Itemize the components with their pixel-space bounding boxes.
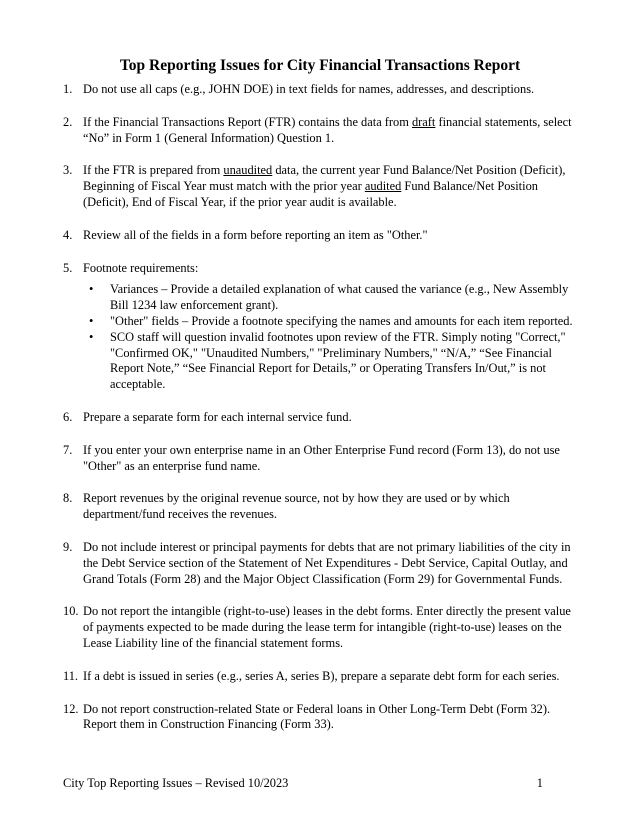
item-text: If the Financial Transactions Report (FTR) contains the data from draft financial statements, select “No” in Form 1 (General Information) Question 1. [83,114,572,145]
list-item [63,228,578,244]
item-number: 7. [63,442,73,457]
item-text: Footnote requirements: [83,260,199,275]
item-text: Prepare a separate form for each internal service fund. [83,409,352,424]
item-text: Do not include interest or principal payments for debts that are not primary liabilities of the city in the Debt Service section of the Statement of Net Expenditures - Debt Service, Capital Outlay, and Grand Totals (Form 28) and the Major Object Classification (Form 29) for Governmental Funds. [83,539,571,586]
item-number: 6. [63,409,73,424]
bullet-item: • SCO staff will question invalid footnotes upon review of the FTR. Simply noting "Correct," "Confirmed OK," "Unaudited Numbers," "Preliminary Numbers," “N/A,” “See Financial Report Note,” “See Financial Report for Details,” or Operating Transfers In/Out,” is not acceptable. [89,329,566,392]
item-number: 10. [63,604,79,619]
list-item [63,261,578,393]
footnote-bullets [83,282,578,393]
item-number: 3. [63,163,73,178]
list-item [63,115,578,147]
footer-text: City Top Reporting Issues – Revised 10/2023 [63,776,289,790]
bullet-icon: • [89,282,94,297]
item-text: Review all of the fields in a form before reporting an item as "Other." [83,227,428,242]
bullet-icon: • [89,329,94,344]
list-item [63,443,578,475]
item-text: If the FTR is prepared from unaudited data, the current year Fund Balance/Net Position (Deficit), Beginning of Fiscal Year must match with the prior year audited Fund Balance/Net Position (Deficit), End of Fiscal Year, if the prior year audit is available. [83,163,566,209]
item-number: 4. [63,227,73,242]
list-item [63,82,578,98]
item-text: If a debt is issued in series (e.g., series A, series B), prepare a separate debt form for each series. [83,668,560,683]
item-text: Do not report the intangible (right-to-use) leases in the debt forms. Enter directly the present value of payments expected to be made during the lease term for intangible (right-to-use) leases on the Lease Liability line of the financial statement forms. [83,604,571,650]
bullet-item: • "Other" fields – Provide a footnote specifying the names and amounts for each item reported. [89,313,573,328]
item-text: If you enter your own enterprise name in an Other Enterprise Fund record (Form 13), do not use "Other" as an enterprise fund name. [83,442,560,473]
page-number: 1 [536,776,543,790]
item-number: 1. [63,82,73,96]
item-number: 11. [63,668,79,683]
bullet-item: • Variances – Provide a detailed explanation of what caused the variance (e.g., New Assembly Bill 1234 law enforcement grant). [89,282,569,313]
item-text: Do not use all caps (e.g., JOHN DOE) in text fields for names, addresses, and descriptions. [83,82,535,96]
item-number: 5. [63,260,73,275]
item-text: Do not report construction-related State or Federal loans in Other Long-Term Debt (Form 32). Report them in Construction Financing (Form 33). [83,701,551,732]
list-item [63,669,578,685]
item-number: 8. [63,491,73,506]
underlined-word: unaudited [223,163,273,178]
underlined-word: audited [364,179,402,194]
item-text: Report revenues by the original revenue source, not by how they are used or by which department/fund receives the revenues. [83,491,510,522]
list-item [63,604,578,651]
list-item [63,702,578,734]
issues-list [63,82,578,733]
underlined-word: draft [411,114,436,129]
list-item [63,540,578,587]
page-title: Top Reporting Issues for City Financial Transactions Report [119,57,521,74]
item-number: 12. [63,701,79,716]
list-item [63,491,578,523]
list-item [63,163,578,210]
item-number: 2. [63,114,73,129]
page-footer [63,775,543,791]
item-number: 9. [63,539,73,554]
bullet-icon: • [89,313,94,328]
list-item [63,410,578,426]
